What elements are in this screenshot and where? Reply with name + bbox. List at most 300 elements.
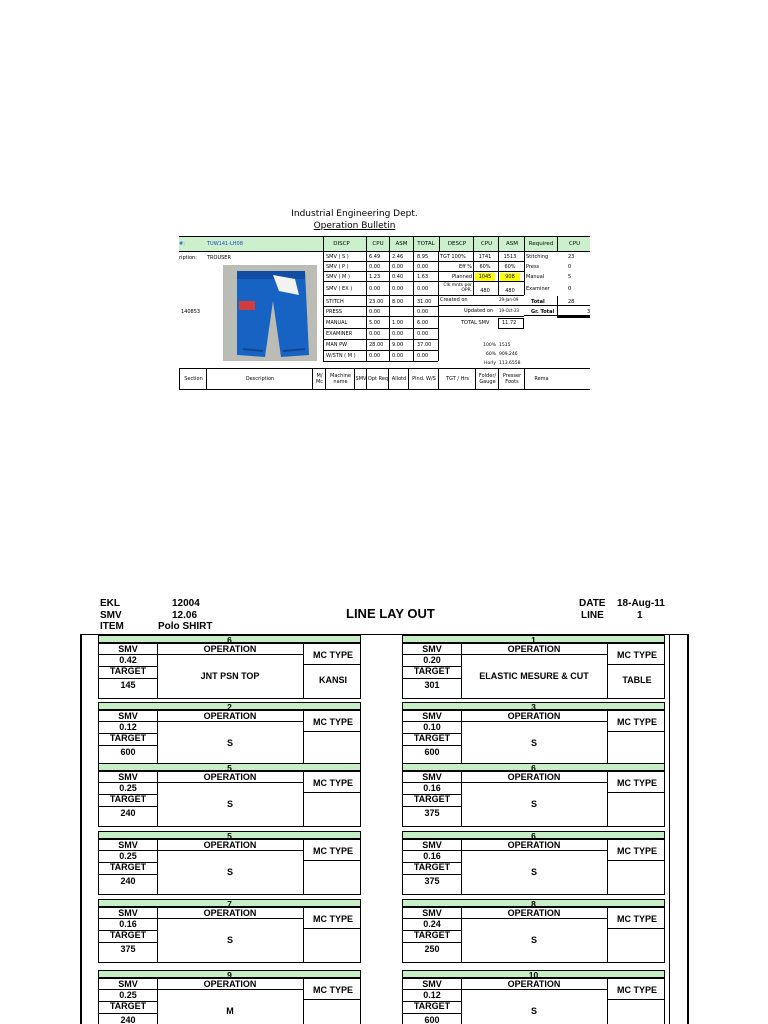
smv-row-line bbox=[323, 339, 438, 340]
station-box-left bbox=[98, 899, 361, 963]
smv-row-label: STITCH bbox=[326, 299, 344, 305]
smv-row-line bbox=[323, 306, 438, 307]
smv-row-cpu: 0.00 bbox=[369, 264, 381, 270]
smv-row-total: 0.00 bbox=[417, 353, 429, 359]
mc-type-field-label: MC TYPE bbox=[616, 846, 657, 856]
desc-row-cpu: 1741 bbox=[478, 254, 492, 260]
row-line bbox=[304, 731, 361, 732]
smv-field-label: SMV bbox=[118, 908, 138, 918]
smv-row-total: 6.00 bbox=[417, 320, 429, 326]
operation-value: M bbox=[226, 1006, 234, 1016]
line-layout bbox=[80, 596, 689, 1024]
operations-header-row bbox=[179, 368, 590, 390]
target-value: 301 bbox=[424, 680, 440, 690]
row-line bbox=[403, 918, 608, 919]
smv-value: 0.12 bbox=[423, 990, 441, 1000]
row-line bbox=[403, 1001, 461, 1002]
operation-field-label: OPERATION bbox=[203, 711, 257, 721]
note-a: Horly bbox=[484, 361, 496, 366]
mc-type-value: TABLE bbox=[622, 675, 652, 685]
desc-row-cpu: 480 bbox=[480, 288, 490, 294]
col-line bbox=[607, 840, 608, 894]
smv-label: SMV bbox=[100, 610, 122, 621]
row-line bbox=[403, 678, 461, 679]
row-line bbox=[403, 850, 608, 851]
header-asm-2: ASM bbox=[498, 237, 525, 251]
note-b: 1515 bbox=[499, 343, 511, 348]
station-grid bbox=[98, 978, 361, 1024]
row-line bbox=[403, 782, 608, 783]
station-box-left bbox=[98, 970, 361, 1024]
smv-field-label: SMV bbox=[422, 772, 442, 782]
updated-value: 19-Oct-23 bbox=[499, 308, 520, 313]
mc-type-field-label: MC TYPE bbox=[616, 650, 657, 660]
smv-field-label: SMV bbox=[118, 644, 138, 654]
row-line bbox=[99, 1001, 157, 1002]
smv-value: 12.06 bbox=[172, 610, 198, 621]
required-value: 0 bbox=[568, 286, 572, 292]
mc-type-value: KANSI bbox=[318, 675, 347, 685]
operation-field-label: OPERATION bbox=[203, 840, 257, 850]
note-b: 909.246 bbox=[499, 352, 518, 357]
ops-header-cell: Allotd bbox=[388, 369, 409, 389]
required-label: Manual bbox=[526, 274, 545, 280]
operation-value: S bbox=[226, 738, 233, 748]
operation-value: S bbox=[530, 867, 537, 877]
smv-row-line bbox=[323, 281, 438, 282]
smv-col-line bbox=[389, 251, 390, 361]
order-number: 140853 bbox=[181, 309, 201, 315]
smv-row-cpu: 0.00 bbox=[369, 353, 381, 359]
smv-row-label: PRESS bbox=[326, 309, 342, 315]
smv-row-total: 0.00 bbox=[417, 286, 429, 292]
row-line bbox=[99, 989, 304, 990]
station-box-right bbox=[402, 635, 665, 699]
required-label: Stitching bbox=[526, 254, 549, 260]
total-smv-value: 11.72 bbox=[502, 320, 517, 326]
ops-header-cell: Machine name bbox=[325, 369, 355, 389]
smv-value: 0.20 bbox=[423, 655, 441, 665]
station-box-right bbox=[402, 899, 665, 963]
target-label: TARGET bbox=[109, 862, 147, 872]
col-line bbox=[461, 979, 462, 1024]
desc-row-label: Planned bbox=[451, 274, 472, 280]
header-discp: DISCP bbox=[323, 237, 359, 251]
smv-col-line bbox=[438, 251, 439, 361]
smv-row-total: 0.00 bbox=[417, 264, 429, 270]
station-grid bbox=[402, 643, 665, 699]
operation-bulletin bbox=[179, 207, 590, 390]
row-line bbox=[608, 792, 665, 793]
description-value: TROUSER bbox=[207, 255, 231, 261]
col-line bbox=[303, 644, 304, 698]
smv-row-asm: 8.00 bbox=[392, 299, 404, 305]
note-a: 100% bbox=[483, 343, 496, 348]
bulletin-header-row bbox=[179, 236, 590, 252]
target-label: TARGET bbox=[413, 666, 451, 676]
desc-row-line bbox=[438, 261, 524, 262]
description-label: ription: bbox=[179, 255, 197, 261]
desc-row-label: TGT 100% bbox=[440, 254, 466, 260]
smv-row-line bbox=[323, 295, 438, 296]
desc-row-line bbox=[438, 281, 524, 282]
row-line bbox=[608, 731, 665, 732]
target-label: TARGET bbox=[413, 930, 451, 940]
smv-row-total: 0.00 bbox=[417, 331, 429, 337]
desc-row-label: Clk mnts per OPR. bbox=[443, 283, 472, 293]
station-grid bbox=[98, 907, 361, 963]
col-line bbox=[461, 840, 462, 894]
required-value: 5 bbox=[568, 274, 572, 280]
layout-title: LINE LAY OUT bbox=[346, 606, 435, 621]
row-line bbox=[403, 806, 461, 807]
row-line bbox=[403, 989, 608, 990]
station-grid bbox=[402, 978, 665, 1024]
smv-col-line bbox=[366, 251, 367, 361]
smv-row-line bbox=[323, 261, 438, 262]
station-box-right bbox=[402, 831, 665, 895]
col-line bbox=[607, 772, 608, 826]
smv-field-label: SMV bbox=[422, 711, 442, 721]
smv-row-asm: 1.00 bbox=[392, 320, 404, 326]
row-line bbox=[99, 794, 157, 795]
smv-col-line bbox=[413, 251, 414, 361]
smv-field-label: SMV bbox=[118, 711, 138, 721]
col-line bbox=[461, 644, 462, 698]
bulletin-title: Industrial Engineering Dept. bbox=[291, 209, 418, 219]
station-box-right bbox=[402, 702, 665, 766]
smv-row-line bbox=[323, 271, 438, 272]
required-label: Examiner bbox=[526, 286, 550, 292]
target-label: TARGET bbox=[413, 733, 451, 743]
row-line bbox=[304, 792, 361, 793]
smv-row-line bbox=[323, 350, 438, 351]
smv-row-cpu: 0.00 bbox=[369, 309, 381, 315]
station-grid bbox=[98, 643, 361, 699]
station-number: 6 bbox=[402, 763, 665, 771]
row-line bbox=[608, 928, 665, 929]
mc-type-field-label: MC TYPE bbox=[616, 985, 657, 995]
operation-value: S bbox=[226, 799, 233, 809]
col-line bbox=[607, 711, 608, 765]
smv-field-label: SMV bbox=[422, 908, 442, 918]
smv-row-cpu: 0.00 bbox=[369, 331, 381, 337]
smv-row-label: MANUAL bbox=[326, 320, 348, 326]
target-value: 240 bbox=[120, 808, 136, 818]
smv-row-label: EXAMINER bbox=[326, 331, 353, 337]
operation-field-label: OPERATION bbox=[203, 908, 257, 918]
mc-type-field-label: MC TYPE bbox=[616, 778, 657, 788]
row-line bbox=[99, 666, 157, 667]
station-grid bbox=[98, 839, 361, 895]
row-line bbox=[99, 1013, 157, 1014]
desc-col-line bbox=[473, 251, 474, 295]
smv-row-asm: 0.00 bbox=[392, 331, 404, 337]
smv-field-label: SMV bbox=[118, 772, 138, 782]
target-label: TARGET bbox=[413, 862, 451, 872]
required-value: 0 bbox=[568, 264, 572, 270]
desc-col-line bbox=[498, 251, 499, 295]
col-line bbox=[157, 711, 158, 765]
row-line bbox=[99, 745, 157, 746]
operation-field-label: OPERATION bbox=[507, 840, 561, 850]
date-label: DATE bbox=[579, 598, 606, 609]
smv-row-cpu: 23.00 bbox=[369, 299, 384, 305]
smv-row-total: 0.00 bbox=[417, 309, 429, 315]
smv-value: 0.16 bbox=[423, 851, 441, 861]
desc-row-line bbox=[438, 305, 524, 306]
station-grid bbox=[402, 710, 665, 766]
operation-field-label: OPERATION bbox=[507, 908, 561, 918]
col-line bbox=[303, 979, 304, 1024]
row-line bbox=[99, 850, 304, 851]
target-value: 600 bbox=[424, 1015, 440, 1024]
smv-row-cpu: 0.00 bbox=[369, 286, 381, 292]
date-value: 18-Aug-11 bbox=[617, 598, 665, 609]
note-b: 113.6558 bbox=[499, 361, 521, 366]
desc-row-line bbox=[438, 316, 524, 317]
ops-header-cell: Opt Req bbox=[366, 369, 389, 389]
smv-row-asm: 0.00 bbox=[392, 353, 404, 359]
required-value: 3 bbox=[587, 309, 590, 315]
smv-row-cpu: 5.00 bbox=[369, 320, 381, 326]
desc-row-asm: 480 bbox=[505, 288, 515, 294]
bulletin-subtitle: Operation Bulletin bbox=[313, 221, 396, 231]
operation-value: S bbox=[226, 867, 233, 877]
smv-row-asm: 2.46 bbox=[392, 254, 404, 260]
station-number: 5 bbox=[98, 831, 361, 839]
row-line bbox=[99, 942, 157, 943]
row-line bbox=[99, 806, 157, 807]
station-grid bbox=[402, 771, 665, 827]
style-label: #: bbox=[179, 241, 185, 247]
style-number: TUW141-LH08 bbox=[207, 241, 243, 247]
mc-type-field-label: MC TYPE bbox=[312, 985, 353, 995]
total-smv-label: TOTAL SMV bbox=[461, 320, 490, 326]
row-line bbox=[99, 862, 157, 863]
item-value: Polo SHIRT bbox=[158, 621, 213, 632]
operation-value: S bbox=[226, 935, 233, 945]
target-value: 145 bbox=[120, 680, 136, 690]
col-line bbox=[157, 644, 158, 698]
target-label: TARGET bbox=[109, 733, 147, 743]
col-line bbox=[607, 908, 608, 962]
target-label: TARGET bbox=[109, 1001, 147, 1011]
target-label: TARGET bbox=[109, 666, 147, 676]
smv-row-total: 8.95 bbox=[417, 254, 429, 260]
smv-value: 0.16 bbox=[119, 919, 137, 929]
row-line bbox=[99, 721, 304, 722]
station-number: 6 bbox=[402, 831, 665, 839]
operation-field-label: OPERATION bbox=[507, 644, 561, 654]
header-descp: DESCP bbox=[439, 237, 474, 251]
ops-header-cell: Folder/ Gauge bbox=[475, 369, 499, 389]
station-box-left bbox=[98, 831, 361, 895]
header-total: TOTAL bbox=[413, 237, 438, 251]
station-number: 5 bbox=[98, 763, 361, 771]
row-line bbox=[99, 733, 157, 734]
mc-type-field-label: MC TYPE bbox=[312, 650, 353, 660]
operation-value: S bbox=[530, 1006, 537, 1016]
operation-value: S bbox=[530, 935, 537, 945]
target-label: TARGET bbox=[109, 930, 147, 940]
mc-type-field-label: MC TYPE bbox=[312, 914, 353, 924]
row-line bbox=[608, 999, 665, 1000]
required-label: Gr. Total bbox=[531, 309, 555, 315]
target-value: 600 bbox=[424, 747, 440, 757]
station-number: 6 bbox=[98, 635, 361, 643]
station-box-right bbox=[402, 763, 665, 827]
mc-type-field-label: MC TYPE bbox=[312, 717, 353, 727]
smv-value: 0.25 bbox=[119, 851, 137, 861]
ops-header-cell: Description bbox=[206, 369, 313, 389]
smv-field-label: SMV bbox=[118, 840, 138, 850]
target-value: 600 bbox=[120, 747, 136, 757]
station-number: 8 bbox=[402, 899, 665, 907]
station-number: 7 bbox=[98, 899, 361, 907]
mc-type-field-label: MC TYPE bbox=[312, 846, 353, 856]
smv-value: 0.10 bbox=[423, 722, 441, 732]
row-line bbox=[99, 874, 157, 875]
smv-row-asm: 9.00 bbox=[392, 342, 404, 348]
operation-field-label: OPERATION bbox=[507, 711, 561, 721]
row-line bbox=[403, 654, 608, 655]
station-box-right bbox=[402, 970, 665, 1024]
station-grid bbox=[402, 907, 665, 963]
created-label: Created on bbox=[440, 297, 468, 303]
smv-value: 0.12 bbox=[119, 722, 137, 732]
ops-header-cell: Plnd. W/S bbox=[408, 369, 439, 389]
station-box-left bbox=[98, 702, 361, 766]
row-line bbox=[304, 928, 361, 929]
smv-row-label: SMV ( S ) bbox=[326, 254, 349, 260]
target-label: TARGET bbox=[413, 794, 451, 804]
station-number: 9 bbox=[98, 970, 361, 978]
ops-header-cell: Rema bbox=[524, 369, 558, 389]
smv-row-line bbox=[323, 316, 438, 317]
smv-field-label: SMV bbox=[422, 979, 442, 989]
operation-value: S bbox=[530, 799, 537, 809]
line-value: 1 bbox=[637, 610, 643, 621]
target-value: 240 bbox=[120, 876, 136, 886]
row-line bbox=[304, 860, 361, 861]
target-value: 240 bbox=[120, 1015, 136, 1024]
smv-col-line bbox=[323, 251, 324, 361]
col-line bbox=[157, 979, 158, 1024]
station-box-left bbox=[98, 763, 361, 827]
row-line bbox=[403, 794, 461, 795]
desc-row-label: Eff % bbox=[459, 264, 472, 270]
row-line bbox=[403, 1013, 461, 1014]
ops-header-cell: Section bbox=[179, 369, 207, 389]
col-line bbox=[303, 711, 304, 765]
mc-type-field-label: MC TYPE bbox=[616, 914, 657, 924]
smv-row-line bbox=[323, 361, 438, 362]
smv-row-cpu: 6.49 bbox=[369, 254, 381, 260]
required-col-line bbox=[557, 296, 558, 316]
row-line bbox=[403, 930, 461, 931]
smv-row-label: SMV ( P ) bbox=[326, 264, 349, 270]
required-label: Total bbox=[531, 299, 545, 305]
col-line bbox=[157, 772, 158, 826]
ekl-value: 12004 bbox=[172, 598, 200, 609]
station-number: 2 bbox=[98, 702, 361, 710]
item-label: ITEM bbox=[100, 621, 124, 632]
row-line bbox=[304, 664, 361, 665]
ops-header-cell: TGT / Hrs bbox=[438, 369, 476, 389]
created-value: 29-Jan-09 bbox=[499, 297, 519, 302]
ops-header-cell: M/ Mc bbox=[312, 369, 326, 389]
smv-row-line bbox=[323, 328, 438, 329]
row-line bbox=[99, 654, 304, 655]
smv-row-total: 37.00 bbox=[417, 342, 432, 348]
header-required: Required bbox=[524, 237, 557, 251]
station-number: 10 bbox=[402, 970, 665, 978]
station-grid bbox=[98, 771, 361, 827]
trouser-image bbox=[223, 265, 317, 361]
desc-col-line bbox=[524, 251, 525, 295]
desc-row-cpu: 1045 bbox=[475, 273, 495, 281]
required-label: Press bbox=[526, 264, 540, 270]
desc-row-asm: 908 bbox=[500, 273, 520, 281]
smv-row-cpu: 28.00 bbox=[369, 342, 384, 348]
operation-value: S bbox=[530, 738, 537, 748]
smv-value: 0.25 bbox=[119, 990, 137, 1000]
required-value: 23 bbox=[568, 254, 575, 260]
updated-label: Updated on bbox=[464, 308, 494, 314]
row-line bbox=[99, 782, 304, 783]
col-line bbox=[461, 772, 462, 826]
ops-header-cell: Presser Foots bbox=[498, 369, 525, 389]
line-label: LINE bbox=[581, 610, 604, 621]
note-a: 60% bbox=[485, 352, 496, 357]
desc-row-cpu: 60% bbox=[479, 264, 491, 270]
header-cpu-3: CPU bbox=[557, 237, 590, 251]
row-line bbox=[403, 721, 608, 722]
target-value: 375 bbox=[424, 808, 440, 818]
ekl-label: EKL bbox=[100, 598, 120, 609]
col-line bbox=[157, 908, 158, 962]
smv-row-label: SMV ( M ) bbox=[326, 274, 350, 280]
mc-type-field-label: MC TYPE bbox=[312, 778, 353, 788]
target-value: 375 bbox=[424, 876, 440, 886]
col-line bbox=[303, 772, 304, 826]
target-value: 250 bbox=[424, 944, 440, 954]
header-cpu-2: CPU bbox=[473, 237, 499, 251]
station-number: 1 bbox=[402, 635, 665, 643]
target-value: 375 bbox=[120, 944, 136, 954]
desc-row-asm: 60% bbox=[504, 264, 516, 270]
row-line bbox=[99, 930, 157, 931]
smv-row-label: SMV ( EX ) bbox=[326, 286, 353, 292]
target-label: TARGET bbox=[109, 794, 147, 804]
row-line bbox=[403, 745, 461, 746]
mc-type-field-label: MC TYPE bbox=[616, 717, 657, 727]
col-line bbox=[303, 908, 304, 962]
operation-field-label: OPERATION bbox=[203, 644, 257, 654]
product-photo bbox=[223, 265, 317, 361]
target-label: TARGET bbox=[413, 1001, 451, 1011]
required-line bbox=[557, 316, 590, 318]
row-line bbox=[608, 664, 665, 665]
smv-row-label: MAN PW bbox=[326, 342, 348, 348]
header-cpu: CPU bbox=[366, 237, 389, 251]
operation-field-label: OPERATION bbox=[203, 979, 257, 989]
smv-row-asm: 0.40 bbox=[392, 274, 404, 280]
smv-value: 0.25 bbox=[119, 783, 137, 793]
row-line bbox=[403, 666, 461, 667]
smv-field-label: SMV bbox=[118, 979, 138, 989]
